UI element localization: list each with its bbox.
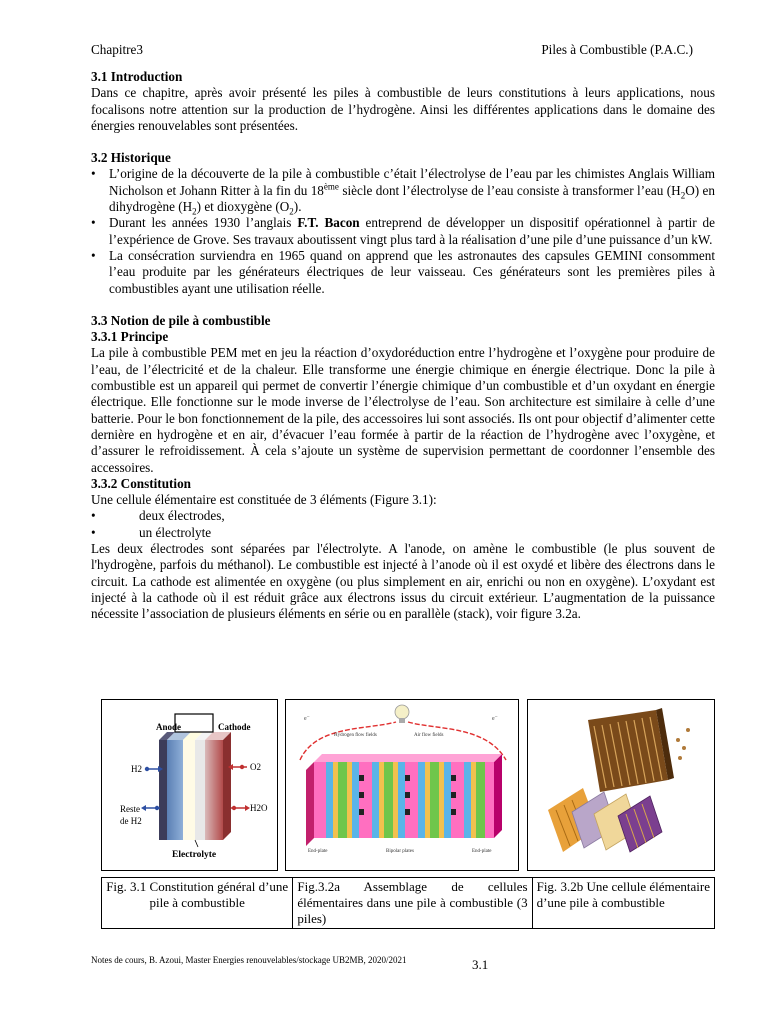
principle-text: La pile à combustible PEM met en jeu la réaction d’oxydoréduction entre l’hydrogène et l’oxygène pour produire de l’eau, de l’électricité et de la chaleur. Elle transforme une énergie chimique en énergie électrique. Donc la pile à combustible est un appareil qui permet de convertir l’énergie chimique d’un combustible et d’un oxydant en énergie électrique. Elle fonctionne sur le mode inverse de l’électrolyse de l’eau. Son architecture est similaire à celle d’une batterie. Pour le bon fonctionnement de la pile, des accessoires lui sont associés. Ils ont pour objectif d’alimenter cette dernière en hydrogène et en air, d’évacuer l’eau formée à partir de la réaction de l’hydrogène avec l’oxygène, et d’assurer le refroidissement. À cela s’ajoute un système de supervision permettant de coordonner l’ensemble des accessoires. [91,345,715,475]
end-plate-left-label: End-plate [308,849,328,854]
anode-label: Anode [156,722,182,732]
section-3-1-title: 3.1 Introduction [91,69,183,84]
air-flow-label: Air flow fields [414,733,444,738]
figure-captions-table [101,877,715,929]
h2-label: H2 [131,764,142,774]
bipolar-plates-label: Bipolar plates [386,849,414,854]
end-plate-right-label: End-plate [472,849,492,854]
section-3-3-1-title: 3.3.1 Principe [91,329,169,345]
figure-3-2a [285,699,519,871]
document-body [91,69,715,623]
history-item-3: • La consécration surviendra en 1965 quand on apprend que les astronautes des capsules GEMINI consomment l’eau produite par les générateurs électriques de leur vaisseau. Ces générateurs sont les premières piles à combustibles ayant une utilisation réelle. [91,248,715,297]
section-3-1-text: Dans ce chapitre, après avoir présenté les piles à combustible de leurs constitutions à leurs applications, nous focalisons notre attention sur la production de l’hydrogène. Ainsi les différentes applications dans le domaine des énergies renouvelables sont présentées. [91,85,715,133]
section-3-3-2-title: 3.3.2 Constitution [91,475,192,491]
constitution-intro: Une cellule élémentaire est constituée de 3 éléments (Figure 3.1): [91,492,437,508]
chapter-title: Piles à Combustible (P.A.C.) [541,42,693,57]
caption-fig-3-1: Fig. 3.1 Constitution général d’une pile à combustible [102,878,293,928]
elements-list [91,508,715,541]
h2o-label: H2O [250,803,268,813]
caption-fig-3-2a: Fig.3.2a Assemblage de cellules élémentaires dans une pile à combustible (3 piles) [293,878,532,928]
caption-fig-3-2b: Fig. 3.2b Une cellule élémentaire d’une pile à combustible [536,879,710,910]
o2-label: O2 [250,762,261,772]
elements-item-1: • deux électrodes, [91,508,715,524]
figures-row [101,699,715,873]
cathode-label: Cathode [218,722,251,732]
electron-right-label: e⁻ [492,716,498,722]
hydrogen-flow-label: Hydrogen flow fields [334,733,377,738]
electrolyte-label: Electrolyte [172,850,217,860]
elements-item-2: • un électrolyte [91,525,715,541]
fuel-cell-diagram [102,700,277,870]
de-h2-label: de H2 [120,816,142,826]
figure-3-1 [101,699,278,871]
figure-3-2b [527,699,715,871]
stack-diagram [286,700,518,870]
section-3-2-title: 3.2 Historique [91,150,171,166]
chapter-label: Chapitre3 [91,42,144,57]
constitution-text: Les deux électrodes sont séparées par l'électrolyte. A l'anode, on amène le combustible (le plus souvent de l'hydrogène, parfois du méthanol). Le combustible est injecté à l’anode où il est oxydé et libère des électrons dans le circuit. La cathode est alimentée en oxygène (ou plus simplement en air, enrichi ou non en oxygène). L’oxydant est injecté à la cathode où il est réduit grâce aux électrons issus du circuit extérieur. L’augmentation de la puissance nécessite l’association de plusieurs éléments en série ou en parallèle (stack), voir figure 3.2a. [91,541,715,622]
page-number: 3.1 [472,957,489,972]
cell-exploded-view [528,700,714,870]
reste-label: Reste [120,804,140,814]
history-list [91,166,715,296]
history-item-1: • L’origine de la découverte de la pile à combustible c’était l’électrolyse de l’eau par les chimistes Anglais William Nicholson et Johann Ritter à la fin du 18ème siècle dont l’électrolyse de l’eau consiste à transformer l’eau $(H_2O)$ en dihydrogène $(H_2)$ et dioxygène $(O_2)$. [91,166,715,215]
history-item-2: • Durant les années 1930 l’anglais F.T. Bacon entreprend de développer un dispositif opérationnel à partir de l’expérience de Grove. Ses travaux aboutissent vingt plus tard à la réalisation d’une pile d’une puissance d’un kW. [91,215,715,248]
section-3-3-title: 3.3 Notion de pile à combustible [91,312,271,328]
electron-left-label: e⁻ [304,716,310,722]
footer-note: Notes de cours, B. Azoui, Master Energies renouvelables/stockage UB2MB, 2020/2021 [91,955,407,965]
